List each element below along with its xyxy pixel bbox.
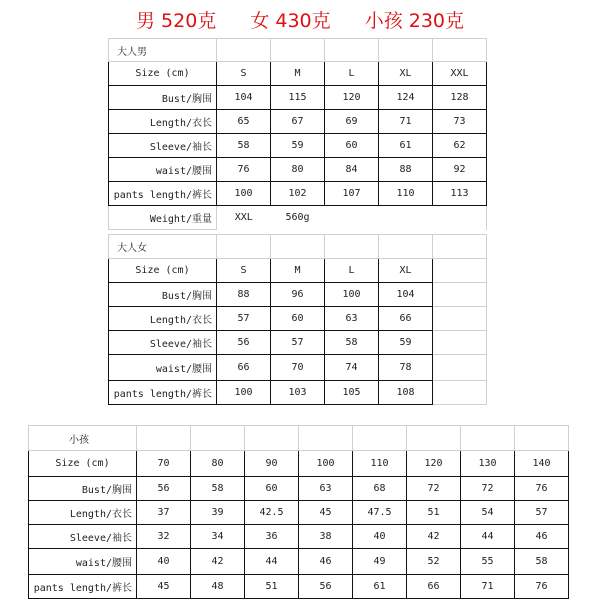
table-cell: 72	[461, 477, 515, 501]
row-label: Sleeve/袖长	[109, 331, 217, 355]
table-cell: 96	[271, 283, 325, 307]
table-cell: 100	[217, 381, 271, 405]
size-column: 110	[353, 451, 407, 477]
table-cell: 59	[379, 331, 433, 355]
table-cell: 100	[325, 283, 379, 307]
row-label: waist/腰围	[109, 158, 217, 182]
table-title-row	[109, 235, 487, 259]
table-cell: 56	[299, 575, 353, 599]
row-label: pants length/裤长	[109, 381, 217, 405]
table-row	[109, 355, 487, 381]
men-size-table	[108, 38, 487, 230]
table-cell: 55	[461, 549, 515, 575]
table-cell: 48	[191, 575, 245, 599]
table-cell: 110	[379, 182, 433, 206]
table-cell: 78	[379, 355, 433, 381]
men-weight-title: 男 520克	[135, 10, 217, 32]
table-row	[29, 525, 569, 549]
table-cell: 80	[271, 158, 325, 182]
size-column: 100	[299, 451, 353, 477]
table-cell: 63	[325, 307, 379, 331]
size-column: 80	[191, 451, 245, 477]
size-column: 140	[515, 451, 569, 477]
size-column: 70	[137, 451, 191, 477]
table-cell: 76	[217, 158, 271, 182]
table-cell: 60	[325, 134, 379, 158]
table-cell: 42	[191, 549, 245, 575]
table-row	[109, 307, 487, 331]
table-cell: 39	[191, 501, 245, 525]
row-label: Bust/胸围	[29, 477, 137, 501]
table-cell: 88	[217, 283, 271, 307]
kids-size-table	[28, 425, 569, 599]
women-weight-title: 女 430克	[250, 10, 331, 32]
table-row	[109, 381, 487, 405]
table-cell: 66	[407, 575, 461, 599]
table-cell: 61	[379, 134, 433, 158]
table-cell: 38	[299, 525, 353, 549]
size-column: XL	[379, 259, 433, 283]
table-cell: 52	[407, 549, 461, 575]
table-cell: 63	[299, 477, 353, 501]
table-title-row	[29, 426, 569, 451]
table-cell: 51	[407, 501, 461, 525]
weight-label: Weight/重量	[109, 206, 217, 230]
size-header: Size (cm)	[109, 62, 217, 86]
table-cell: 44	[461, 525, 515, 549]
row-label: waist/腰围	[109, 355, 217, 381]
table-cell: 45	[299, 501, 353, 525]
size-column: XXL	[433, 62, 487, 86]
row-label: Length/衣长	[29, 501, 137, 525]
table-cell: 34	[191, 525, 245, 549]
men-table-title: 大人男	[109, 39, 217, 62]
table-cell: 51	[245, 575, 299, 599]
kids-weight-title: 小孩 230克	[364, 10, 465, 32]
table-cell: 73	[433, 110, 487, 134]
table-cell: 66	[217, 355, 271, 381]
table-header-row	[109, 259, 487, 283]
size-header: Size (cm)	[109, 259, 217, 283]
women-size-table	[108, 234, 487, 405]
table-cell: 42.5	[245, 501, 299, 525]
size-column: XL	[379, 62, 433, 86]
size-column: M	[271, 62, 325, 86]
size-column: 90	[245, 451, 299, 477]
table-cell: 113	[433, 182, 487, 206]
table-cell: 58	[191, 477, 245, 501]
table-row	[109, 158, 487, 182]
women-table-title: 大人女	[109, 235, 217, 259]
table-cell: 37	[137, 501, 191, 525]
row-label: waist/腰围	[29, 549, 137, 575]
table-cell: 46	[515, 525, 569, 549]
table-cell: 56	[217, 331, 271, 355]
table-cell: 76	[515, 477, 569, 501]
size-column: S	[217, 62, 271, 86]
table-row	[109, 331, 487, 355]
table-cell: 46	[299, 549, 353, 575]
row-label: Length/衣长	[109, 307, 217, 331]
weight-size: XXL	[234, 212, 253, 224]
table-row	[109, 110, 487, 134]
size-column: 130	[461, 451, 515, 477]
table-title-row	[109, 39, 487, 62]
table-cell: 68	[353, 477, 407, 501]
table-cell: 47.5	[353, 501, 407, 525]
table-cell: 70	[271, 355, 325, 381]
row-label: pants length/裤长	[29, 575, 137, 599]
table-cell: 71	[379, 110, 433, 134]
weight-row	[109, 206, 487, 230]
table-cell: 58	[515, 549, 569, 575]
row-label: Bust/胸围	[109, 86, 217, 110]
table-cell: 103	[271, 381, 325, 405]
table-row	[29, 575, 569, 599]
weight-header	[0, 6, 600, 33]
size-column: L	[325, 62, 379, 86]
table-row	[29, 549, 569, 575]
table-row	[109, 283, 487, 307]
table-cell: 60	[271, 307, 325, 331]
table-row	[109, 86, 487, 110]
table-cell: 105	[325, 381, 379, 405]
size-column: S	[217, 259, 271, 283]
table-cell: 104	[217, 86, 271, 110]
table-cell: 65	[217, 110, 271, 134]
row-label: Bust/胸围	[109, 283, 217, 307]
table-cell: 45	[137, 575, 191, 599]
table-cell: 67	[271, 110, 325, 134]
table-cell: 60	[245, 477, 299, 501]
weight-value: 560g	[285, 212, 310, 224]
table-cell: 44	[245, 549, 299, 575]
table-cell: 49	[353, 549, 407, 575]
kids-table-title: 小孩	[29, 426, 137, 451]
table-cell: 115	[271, 86, 325, 110]
row-label: Sleeve/袖长	[29, 525, 137, 549]
size-column: M	[271, 259, 325, 283]
table-cell: 72	[407, 477, 461, 501]
size-column: L	[325, 259, 379, 283]
table-cell: 107	[325, 182, 379, 206]
table-cell: 40	[137, 549, 191, 575]
table-cell: 32	[137, 525, 191, 549]
table-cell: 71	[461, 575, 515, 599]
table-row	[29, 501, 569, 525]
table-cell: 56	[137, 477, 191, 501]
table-cell: 54	[461, 501, 515, 525]
row-label: Sleeve/袖长	[109, 134, 217, 158]
table-cell: 124	[379, 86, 433, 110]
table-cell: 36	[245, 525, 299, 549]
table-cell: 57	[217, 307, 271, 331]
table-header-row	[29, 451, 569, 477]
table-cell: 57	[271, 331, 325, 355]
table-cell: 76	[515, 575, 569, 599]
row-label: pants length/裤长	[109, 182, 217, 206]
table-cell: 69	[325, 110, 379, 134]
table-cell: 108	[379, 381, 433, 405]
table-cell: 74	[325, 355, 379, 381]
size-column: 120	[407, 451, 461, 477]
table-cell: 61	[353, 575, 407, 599]
table-cell: 40	[353, 525, 407, 549]
table-cell: 57	[515, 501, 569, 525]
table-cell: 128	[433, 86, 487, 110]
table-cell: 102	[271, 182, 325, 206]
table-header-row	[109, 62, 487, 86]
table-cell: 58	[217, 134, 271, 158]
table-cell: 66	[379, 307, 433, 331]
table-row	[109, 182, 487, 206]
row-label: Length/衣长	[109, 110, 217, 134]
table-cell: 92	[433, 158, 487, 182]
table-cell: 88	[379, 158, 433, 182]
size-header: Size (cm)	[29, 451, 137, 477]
table-cell: 58	[325, 331, 379, 355]
table-cell: 59	[271, 134, 325, 158]
table-cell: 42	[407, 525, 461, 549]
table-cell: 62	[433, 134, 487, 158]
table-cell: 84	[325, 158, 379, 182]
table-cell: 104	[379, 283, 433, 307]
table-cell: 120	[325, 86, 379, 110]
table-row	[29, 477, 569, 501]
table-cell: 100	[217, 182, 271, 206]
table-row	[109, 134, 487, 158]
